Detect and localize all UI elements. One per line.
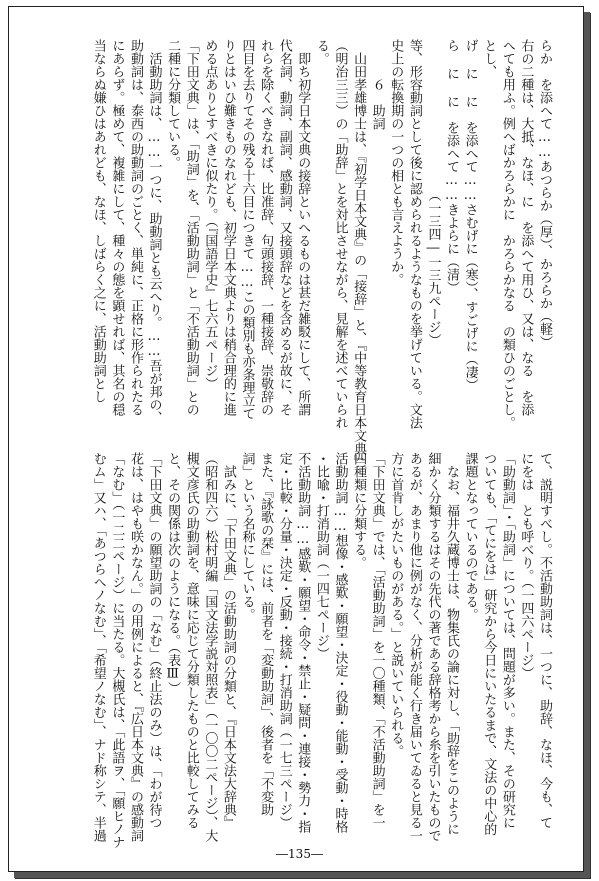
text-line: また、『詠歌の栞』には、前者を「変動助詞」、後者を「不変助: [258, 452, 274, 816]
text-line: （昭和四六）松村明編「国文法学説対照表」（一〇〇二ページ）、大: [202, 452, 218, 842]
text-line: 代名詞、動詞、副詞、感動詞、又接頭辞などを含めるが故に、そ: [276, 39, 292, 416]
text-line: 助動詞は、泰西の助動詞のごとく、単純に、正格に形作られたる: [127, 39, 143, 416]
text-line: める点ありとすべきに似たり。（『国語学史』七六五ページ）: [202, 39, 218, 390]
page-number: ―135―: [276, 847, 323, 861]
text-line: 当ならぬ嫌ひはあれども、なほ、しばらく之に、活動助詞とし: [90, 39, 106, 403]
text-line: 「下田文典」では、「活動助詞」を一〇種類、「不活動助詞」を一: [369, 452, 385, 829]
text-line: （一三四―一三九ページ）: [425, 39, 441, 347]
lower-text-block: [13, 452, 553, 849]
text-line: 活動助詞……想像・感歎・願望・決定・役動・能動・受動・時格: [332, 452, 348, 833]
text-line: へても用ふ。例へばかろらかに かろらかなる の類ひのごとし。: [499, 39, 515, 429]
text-line: なお、福井久蔵博士は、物集氏の論に対し、「助辞をこのように: [444, 452, 460, 836]
text-line: 活動助詞は、……一つに、助動詞とも云へり。……吾が邦の、: [146, 39, 162, 424]
text-line: りとはいひ難きものなれども、初学日本文典よりは稍合理的に進: [220, 39, 236, 416]
text-line: 「助動詞」・「助詞」については、問題が多い。また、その研究に: [499, 452, 515, 829]
upper-text-block: [13, 39, 553, 468]
text-line: 「下田文典」の願望助詞の「なむ」（終止法のみ）は、「わが待つ: [146, 452, 162, 829]
text-line: て、説明すべし。不活動助詞は、一つに、助辞、なほ、今も、て: [537, 452, 552, 829]
text-line: ついても、「てにをは」研究から今日にいたるまで、文法の中心的: [481, 452, 497, 836]
page-frame: [8, 6, 584, 872]
text-line: ら に に を添へて……きよらに（清）: [444, 39, 460, 294]
text-line: 花は、はやも咲かなん。」の用例によると、『広日本文典』の感動詞: [127, 452, 143, 842]
text-line: げ に に を添へて……さむげに（寒）、すごげに（凄）: [462, 39, 478, 392]
text-line: れらを除くべきなれば、比准辞、句頭接辞、一種接辞、崇敬辞の: [258, 39, 274, 416]
text-line: と、その関係は次のようになる。（表Ⅲ）: [165, 452, 181, 695]
text-line: 等、形容動詞として後に認められるようなものを挙げている。文法: [406, 39, 422, 429]
text-line: 定・比較・分量・決定・反動・接続・打消助詞（一七三ページ）: [276, 452, 292, 829]
text-line: にあらず。極めて、複雑にして、種々の態を顕せれば、其名の穏: [109, 39, 125, 416]
text-line: 試みに、「下田文典」の活動助詞の分類と、『日本文法大辞典』: [220, 452, 236, 829]
text-line: る。: [313, 39, 329, 65]
text-line: にをは とも呼べり。（一四六ページ）: [518, 452, 534, 680]
text-line: ・比喩・打消助詞（一四七ページ）: [313, 452, 329, 660]
text-line: 「なむ」（一二二ページ）に当たる。大槻氏は、「此語ヲ、「願ヒノナ: [109, 452, 125, 849]
text-line: 細かく分類するはその先代の著である辞格考から糸を引いたもので: [425, 452, 441, 842]
text-line: （明治三三）の「助辞」とを対比させながら、見解を述べていられ: [332, 39, 348, 429]
text-line: 不活動助詞……感歎・願望・命令・禁止・疑問・連接・勢力・指: [295, 452, 311, 833]
text-line: 詞」という名称にしている。: [239, 452, 255, 621]
text-line: とし、: [481, 39, 497, 78]
text-line: むム」又ハ、「あつらへノなむ」、「希望ノなむ」、ナド称シテ、半過: [90, 452, 106, 842]
text-line: らか を添へて……あつらか（厚）、かろらか（軽）: [537, 39, 552, 349]
text-line: ６ 助詞: [369, 39, 385, 130]
text-line: 四種類に分類する。: [351, 452, 367, 569]
text-line: 右の二種は、大抵、なほ、に を添へて用ひ、又は、なる を添: [518, 39, 534, 416]
text-line: 山田孝雄博士は、『初学日本文典』の「接辞」と、『中等教育日本文典』: [351, 39, 367, 468]
text-line: あるが、あまり他に例がなく、分析が能く行き届いてゐると見る一: [406, 452, 422, 842]
text-line: 槻文彦氏の助動詞を、意味に応じて分類したものと比較してみる: [183, 452, 199, 829]
text-line: 即ち初学日本文典の接辞といへるものは甚だ雑駁にして、所謂: [295, 39, 311, 416]
text-line: 四目を去りてその残る十六目につきて……この類別も亦条理立て: [239, 39, 255, 420]
text-line: 課題となっているのである。: [462, 452, 478, 621]
text-line: 「下田文典」は、「助詞」を、「活動助詞」と「不活動助詞」との: [183, 39, 199, 416]
text-line: 方に首肯しがたいものがある。」と説いていられる。: [388, 452, 404, 758]
text-line: 二種に分類している。: [165, 39, 181, 169]
text-line: 史上の転換期の一つの相とも言えようか。: [388, 39, 404, 286]
